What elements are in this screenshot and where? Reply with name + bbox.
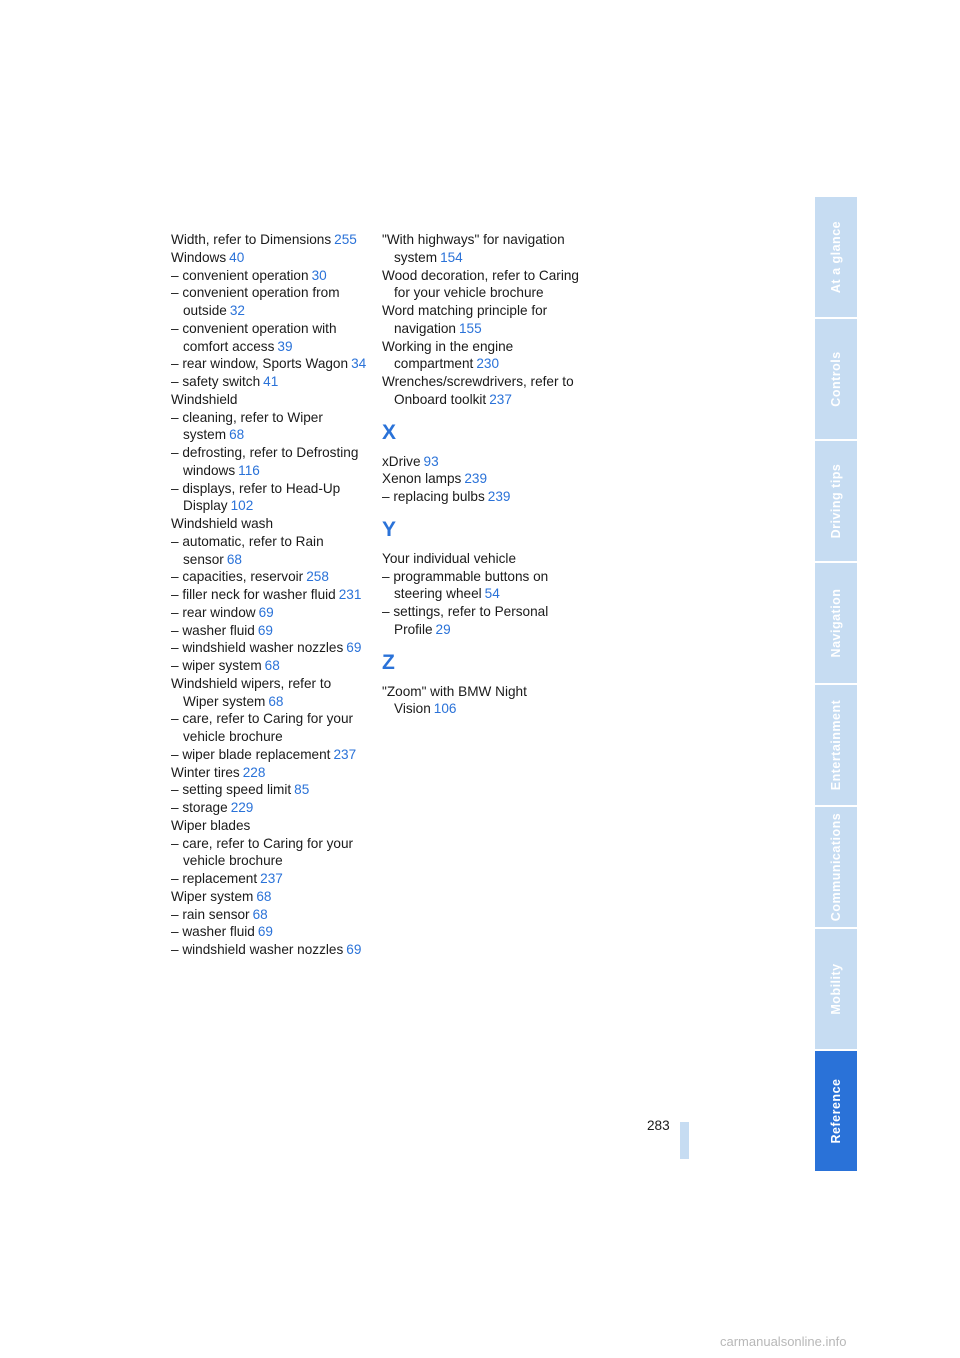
page-reference-link[interactable]: 102 [230,498,254,514]
index-column-right [382,231,582,718]
index-entry [171,586,369,604]
index-entry [171,710,369,746]
index-entry [171,906,369,924]
page-reference-link[interactable]: 69 [258,604,274,620]
page-reference-link[interactable]: 116 [238,462,260,478]
index-entry [171,231,369,249]
index-entry [171,622,369,640]
index-entry [171,923,369,941]
index-entry [171,604,369,622]
page-reference-link[interactable]: 68 [264,658,280,673]
chapter-tabs [815,197,857,1173]
index-entry-text: Your individual vehicle [382,550,517,566]
index-entry-text: – wiper system [171,658,262,673]
index-entry-text: – windshield washer nozzles [171,640,344,656]
index-entry [171,515,369,533]
index-entry [171,870,369,888]
index-entry-text: Word matching principle for navigation [382,303,548,336]
index-entry [171,373,369,391]
chapter-tab-communications[interactable] [815,807,857,927]
index-entry [171,764,369,782]
page-reference-link[interactable]: 231 [338,587,362,602]
index-entry-text: Wood decoration, refer to Caring for your vehicle brochure [382,267,579,301]
page-reference-link[interactable]: 68 [229,427,245,443]
index-entry-text: – programmable buttons on steering wheel [382,568,549,602]
page-reference-link[interactable]: 34 [351,356,367,372]
chapter-tab-navigation[interactable] [815,563,857,683]
page-reference-link[interactable]: 154 [440,249,463,265]
index-entry-text: Xenon lamps [382,471,462,487]
page-reference-link[interactable]: 237 [260,871,283,886]
index-entry-text: – replacing bulbs [382,489,485,504]
page-reference-link[interactable]: 40 [229,249,245,265]
page-reference-link[interactable]: 54 [484,586,500,602]
index-entry-text: – defrosting, refer to Defrosting windows [171,445,359,478]
index-entry-text: – automatic, refer to Rain sensor [171,533,324,567]
page-reference-link[interactable]: 30 [311,267,327,283]
page-reference-link[interactable]: 69 [346,942,362,957]
index-entry [171,835,369,871]
index-entry-text: – convenient operation from outside [171,285,340,318]
index-entry [171,568,369,586]
index-entry-text: – storage [171,800,228,815]
page-reference-link[interactable]: 93 [423,453,439,469]
page-reference-link[interactable]: 258 [306,569,329,585]
index-entry-text: Width, refer to Dimensions [171,232,332,247]
page-reference-link[interactable]: 69 [257,924,273,940]
index-entry [382,603,582,639]
index-entry [171,320,369,356]
chapter-tab-entertainment[interactable] [815,685,857,805]
index-entry [171,409,369,445]
index-entry-text: "With highways" for navigation system [382,232,565,265]
chapter-tab-label: Communications [829,812,843,922]
index-letter-heading: Z [382,650,395,674]
index-entry [171,391,369,409]
index-entry [382,373,582,409]
page-reference-link[interactable]: 68 [256,888,272,904]
index-entry [382,470,582,488]
index-entry [382,488,582,506]
index-entry [171,799,369,817]
chapter-tab-label: At a glance [829,220,843,294]
index-entry-text: – wiper blade replacement [171,746,331,762]
index-entry [171,444,369,480]
index-entry [171,267,369,285]
page-reference-link[interactable]: 228 [242,764,266,780]
index-entry-text: Windshield [171,391,238,407]
page-number-bar [680,1122,689,1159]
index-entry-text: Windshield wipers, refer to Wiper system [171,675,332,709]
chapter-tab-driving-tips[interactable] [815,441,857,561]
chapter-tab-label: Mobility [829,963,843,1015]
index-entry-text: – safety switch [171,374,261,389]
index-letter-heading: X [382,420,397,444]
index-column-left [171,231,369,959]
page-reference-link[interactable]: 29 [435,621,451,637]
index-entry [171,657,369,675]
page-reference-link[interactable]: 41 [263,374,279,389]
index-entry [382,550,582,568]
page-number: 283 [647,1118,670,1133]
page-reference-link[interactable]: 39 [277,338,293,354]
chapter-tab-mobility[interactable] [815,929,857,1049]
index-entry [171,533,369,569]
chapter-tab-label: Entertainment [829,699,843,791]
index-entry [171,284,369,320]
index-entry-text: – rain sensor [171,906,250,922]
page-reference-link[interactable]: 229 [230,800,254,815]
index-entry [382,683,582,719]
index-entry-text: Winter tires [171,764,240,780]
index-entry-text: Windows [171,249,227,265]
index-entry [171,888,369,906]
index-entry-text: – convenient operation with comfort access [171,320,337,354]
chapter-tab-label: Reference [829,1078,843,1144]
index-letter-heading: Y [382,517,397,541]
index-entry-text: – convenient operation [171,267,309,283]
index-entry-text: – replacement [171,871,258,886]
index-w-continued [382,231,582,409]
index-entry-text: Wiper system [171,888,254,904]
index-entry-text: – care, refer to Caring for your vehicle brochure [171,711,354,744]
page-reference-link[interactable]: 85 [294,782,310,798]
index-entry [171,480,369,516]
index-letter-sections [382,421,582,719]
index-entry-text: – rear window, Sports Wagon [171,356,349,372]
index-entry-text: Windshield wash [171,516,273,531]
page-reference-link[interactable]: 237 [333,746,357,762]
page-reference-link[interactable]: 239 [464,471,488,487]
index-entry-text: – washer fluid [171,622,255,638]
index-entry-text: – washer fluid [171,924,255,940]
watermark: carmanualsonline.info [720,1334,847,1349]
page-reference-link[interactable]: 32 [229,303,245,318]
index-entry [382,338,582,374]
chapter-tab-label: Navigation [829,588,843,658]
index-entry [382,267,582,303]
index-entry [171,355,369,373]
index-entry [171,639,369,657]
index-entry-text: Working in the engine compartment [382,338,514,372]
index-entry-text: – filler neck for washer fluid [171,587,336,602]
chapter-tab-controls[interactable] [815,319,857,439]
index-entry-text: – rear window [171,604,256,620]
page-reference-link[interactable]: 239 [487,489,511,504]
index-entry [171,249,369,267]
chapter-tab-label: Driving tips [829,463,843,539]
index-entry-text: – care, refer to Caring for your vehicle brochure [171,835,354,869]
index-entry [171,817,369,835]
index-entry [171,941,369,959]
page-reference-link[interactable]: 230 [476,356,500,372]
index-entry-text: – windshield washer nozzles [171,942,344,957]
page-reference-link[interactable]: 69 [257,622,273,638]
page-reference-link[interactable]: 255 [334,232,357,247]
index-entry [382,568,582,604]
index-entry-text: – setting speed limit [171,782,292,798]
page-reference-link[interactable]: 106 [433,701,457,717]
index-entry-text: – displays, refer to Head-Up Display [171,480,341,514]
index-entry-text: – cleaning, refer to Wiper system [171,409,323,443]
page-reference-link[interactable]: 237 [489,391,512,407]
index-entry [171,675,369,711]
page-reference-link[interactable]: 155 [458,320,482,336]
index-entry-text: – settings, refer to Personal Profile [382,604,549,637]
page-reference-link[interactable]: 69 [346,640,362,656]
index-entry-text: "Zoom" with BMW Night Vision [382,683,527,717]
index-entry-text: Wiper blades [171,817,251,833]
index-entry [171,781,369,799]
chapter-tab-at-a-glance[interactable] [815,197,857,317]
page-reference-link[interactable]: 68 [268,693,284,709]
index-entry [382,302,582,338]
page-reference-link[interactable]: 68 [226,551,242,567]
index-entry-text: xDrive [382,453,421,469]
index-entry [171,746,369,764]
page-reference-link[interactable]: 68 [252,906,268,922]
index-entry-text: Wrenches/screwdrivers, refer to Onboard toolkit [382,374,574,407]
index-entry [382,231,582,267]
index-entry [382,453,582,471]
chapter-tab-reference[interactable] [815,1051,857,1171]
index-entry-text: – capacities, reservoir [171,569,304,585]
chapter-tab-label: Controls [829,351,843,407]
